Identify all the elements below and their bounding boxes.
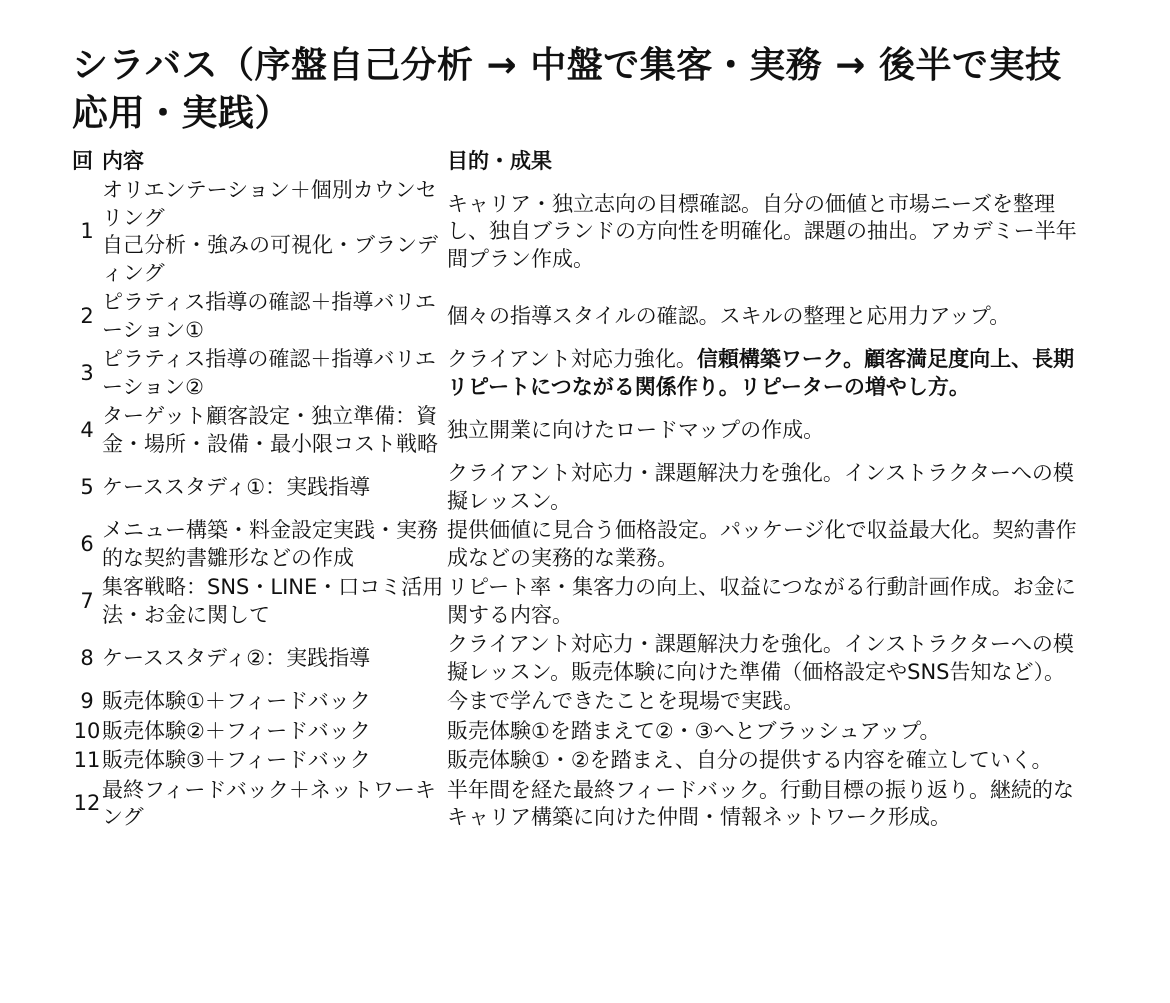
syllabus-page [72,42,1092,833]
session-content-text: ケーススタディ①：実践指導 [102,474,371,499]
session-content-text: 販売体験②＋フィードバック [102,718,371,743]
session-content [102,345,447,402]
session-number: 9 [80,689,94,713]
session-content [102,717,447,747]
session-number: 1 [80,219,94,244]
table-row [72,630,1087,687]
syllabus-table [72,148,1087,833]
session-content-text: 集客戦略：SNS・LINE・口コミ活用法・お金に関して [102,575,444,627]
session-number: 12 [73,791,101,816]
session-purpose [447,746,1087,776]
session-content-text: オリエンテーション＋個別カウンセリング 自己分析・強みの可視化・ブランディング [102,178,438,285]
session-number: 5 [80,474,94,499]
table-row [72,459,1087,516]
session-content [102,687,447,717]
table-row [72,402,1087,459]
session-purpose [447,402,1087,459]
session-content-text: ピラティス指導の確認＋指導バリエーション② [102,347,436,399]
table-header-row [72,148,1087,176]
table-row [72,717,1087,747]
session-content [102,176,447,288]
table-row [72,288,1087,345]
session-number: 8 [80,645,94,670]
session-purpose [447,176,1087,288]
session-purpose [447,345,1087,402]
column-header-purpose: 目的・成果 [447,149,552,173]
table-row [72,176,1087,288]
table-row [72,345,1087,402]
session-number: 11 [73,748,101,772]
session-content [102,459,447,516]
session-number: 7 [80,588,94,613]
page-title: シラバス（序盤自己分析 → 中盤で集客・実務 → 後半で実技応用・実践） [72,45,1062,134]
session-number: 6 [80,531,94,556]
session-number: 2 [80,303,94,328]
session-number: 3 [80,360,94,385]
session-purpose-text: クライアント対応力・課題解決力を強化。インストラクターへの模擬レッスン。 [447,461,1074,513]
session-content-text: メニュー構築・料金設定実践・実務的な契約書雛形などの作成 [102,518,438,570]
session-purpose [447,288,1087,345]
session-purpose [447,459,1087,516]
session-purpose-text: 今まで学んできたことを現場で実践。 [447,689,804,713]
session-content [102,402,447,459]
session-content-text: ターゲット顧客設定・独立準備：資金・場所・設備・最小限コスト戦略 [102,404,438,456]
session-purpose-text: クライアント対応力・課題解決力を強化。インストラクターへの模擬レッスン。販売体験に向けた準備（価格設定やSNS告知など）。 [447,632,1074,684]
session-content [102,573,447,630]
column-header-number: 回 [72,149,93,173]
session-purpose [447,717,1087,747]
session-purpose [447,516,1087,573]
table-row [72,687,1087,717]
session-content [102,516,447,573]
session-purpose-text: 独立開業に向けたロードマップの作成。 [447,417,825,442]
session-purpose [447,776,1087,833]
session-content-text: 最終フィードバック＋ネットワーキング [102,777,436,829]
session-purpose-text: 半年間を経た最終フィードバック。行動目標の振り返り。継続的なキャリア構築に向けた仲間・情報ネットワーク形成。 [447,777,1075,829]
session-content [102,288,447,345]
table-row [72,776,1087,833]
session-purpose-text: キャリア・独立志向の目標確認。自分の価値と市場ニーズを整理し、独自ブランドの方向性を明確化。課題の抽出。アカデミー半年間プラン作成。 [447,191,1077,271]
session-purpose [447,573,1087,630]
session-purpose [447,630,1087,687]
session-content [102,630,447,687]
session-purpose [447,687,1087,717]
session-purpose-emphasis: 信頼構築ワーク。顧客満足度向上、長期リピートにつながる関係作り。リピーターの増やし方。 [447,347,1075,399]
syllabus-rows [72,176,1087,833]
session-purpose-text: 販売体験①・②を踏まえ、自分の提供する内容を確立していく。 [447,748,1053,772]
table-row [72,516,1087,573]
session-content-text: ケーススタディ②：実践指導 [102,645,371,670]
session-purpose-text: リピート率・集客力の向上、収益につながる行動計画作成。お金に関する内容。 [447,575,1076,627]
session-content-text: 販売体験①＋フィードバック [102,689,371,713]
session-number: 10 [73,718,101,743]
session-purpose-text: 提供価値に見合う価格設定。パッケージ化で収益最大化。契約書作成などの実務的な業務。 [447,518,1077,570]
session-content-text: 販売体験③＋フィードバック [102,748,371,772]
session-content [102,776,447,833]
session-content-text: ピラティス指導の確認＋指導バリエーション① [102,290,436,342]
session-purpose-text: クライアント対応力強化。 [447,347,697,371]
session-content [102,746,447,776]
table-row [72,573,1087,630]
session-number: 4 [80,417,94,442]
session-purpose-text: 販売体験①を踏まえて②・③へとブラッシュアップ。 [447,718,941,743]
session-purpose-text: 個々の指導スタイルの確認。スキルの整理と応用力アップ。 [447,303,1011,328]
table-row [72,746,1087,776]
column-header-content: 内容 [102,149,144,173]
